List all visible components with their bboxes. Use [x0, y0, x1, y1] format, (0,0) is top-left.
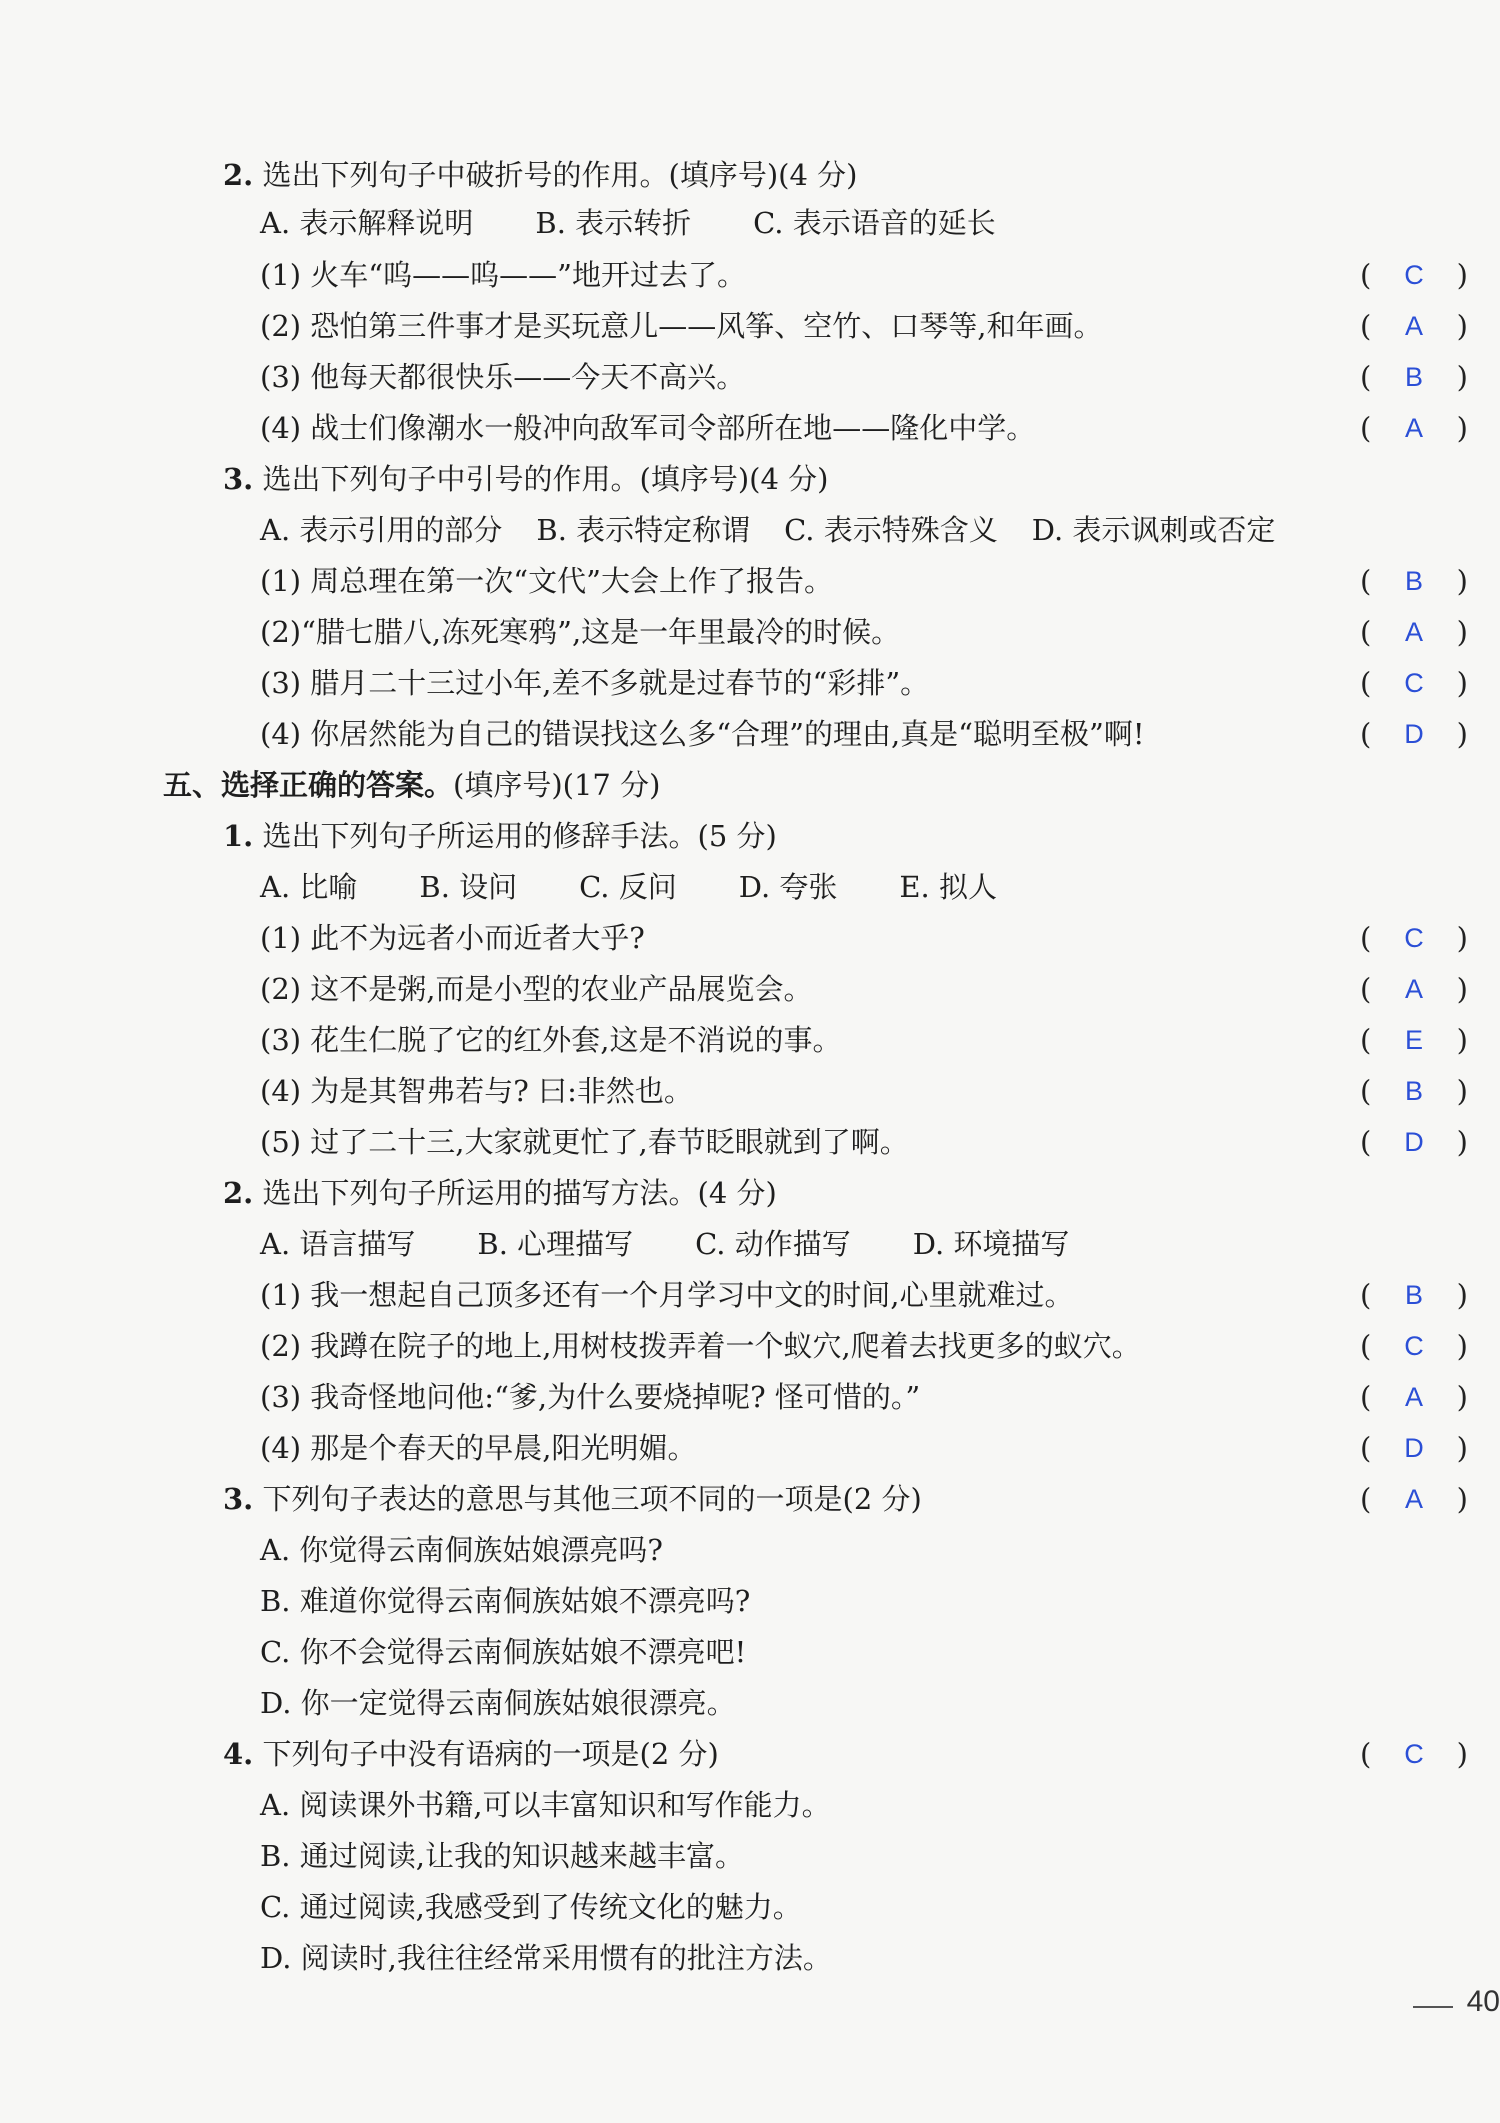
page-number-dash	[1413, 2006, 1453, 2008]
s5-question-4-option: C. 通过阅读,我感受到了传统文化的魅力。	[260, 1890, 802, 1924]
s5-question-3-option: A. 你觉得云南侗族姑娘漂亮吗?	[260, 1533, 663, 1567]
answer-bracket: ( D )	[1360, 1425, 1468, 1471]
answer-bracket: ( B )	[1360, 558, 1468, 604]
answer-letter: C	[1404, 923, 1424, 953]
s5-question-4-title: 4. 下列句子中没有语病的一项是(2 分)	[223, 1737, 719, 1771]
answer-bracket: ( A )	[1360, 1476, 1468, 1522]
s5-question-1-options: A. 比喻 B. 设问 C. 反问 D. 夸张 E. 拟人	[260, 870, 997, 904]
answer-bracket: ( E )	[1360, 1017, 1468, 1063]
answer-letter: C	[1404, 260, 1424, 290]
answer-letter: E	[1404, 1025, 1423, 1055]
answer-bracket: ( A )	[1360, 966, 1468, 1012]
s5-question-2-item: (4) 那是个春天的早晨,阳光明媚。	[260, 1431, 697, 1465]
answer-letter: C	[1404, 1739, 1424, 1769]
s5-question-4-option: D. 阅读时,我往往经常采用惯有的批注方法。	[260, 1941, 832, 1975]
s5-question-1-item: (3) 花生仁脱了它的红外套,这是不消说的事。	[260, 1023, 842, 1057]
question-3-options: A. 表示引用的部分 B. 表示特定称谓 C. 表示特殊含义 D. 表示讽刺或否定	[260, 513, 1276, 547]
answer-bracket: ( B )	[1360, 354, 1468, 400]
s5-question-1-item: (1) 此不为远者小而近者大乎?	[260, 921, 645, 955]
answer-letter: D	[1404, 1433, 1424, 1463]
question-2-item: (4) 战士们像潮水一般冲向敌军司令部所在地——隆化中学。	[260, 411, 1036, 445]
s5-question-2-item: (1) 我一想起自己顶多还有一个月学习中文的时间,心里就难过。	[260, 1278, 1074, 1312]
s5-question-4-option: A. 阅读课外书籍,可以丰富知识和写作能力。	[260, 1788, 831, 1822]
question-3-title: 3. 选出下列句子中引号的作用。(填序号)(4 分)	[223, 462, 829, 496]
s5-question-3-option: B. 难道你觉得云南侗族姑娘不漂亮吗?	[260, 1584, 751, 1618]
answer-bracket: ( A )	[1360, 303, 1468, 349]
question-3-item: (2)“腊七腊八,冻死寒鸦”,这是一年里最冷的时候。	[260, 615, 901, 649]
s5-question-1-title: 1. 选出下列句子所运用的修辞手法。(5 分)	[223, 819, 777, 853]
s5-question-2-options: A. 语言描写 B. 心理描写 C. 动作描写 D. 环境描写	[260, 1227, 1070, 1261]
answer-letter: B	[1404, 362, 1423, 392]
answer-letter: C	[1404, 668, 1424, 698]
answer-letter: D	[1404, 1127, 1424, 1157]
answer-bracket: ( C )	[1360, 660, 1468, 706]
question-2-item: (2) 恐怕第三件事才是买玩意儿——风筝、空竹、口琴等,和年画。	[260, 309, 1103, 343]
s5-question-3-option: C. 你不会觉得云南侗族姑娘不漂亮吧!	[260, 1635, 747, 1669]
s5-question-1-item: (2) 这不是粥,而是小型的农业产品展览会。	[260, 972, 813, 1006]
s5-question-1-item: (5) 过了二十三,大家就更忙了,春节眨眼就到了啊。	[260, 1125, 909, 1159]
answer-letter: A	[1404, 617, 1423, 647]
question-3-item: (1) 周总理在第一次“文代”大会上作了报告。	[260, 564, 833, 598]
answer-bracket: ( B )	[1360, 1068, 1468, 1114]
answer-bracket: ( D )	[1360, 1119, 1468, 1165]
answer-letter: C	[1404, 1331, 1424, 1361]
s5-question-2-item: (3) 我奇怪地问他:“爹,为什么要烧掉呢? 怪可惜的。”	[260, 1380, 921, 1414]
section-5-heading: 五、选择正确的答案。(填序号)(17 分)	[163, 768, 661, 802]
answer-bracket: ( C )	[1360, 915, 1468, 961]
answer-letter: A	[1404, 1382, 1423, 1412]
question-2-item: (1) 火车“呜——呜——”地开过去了。	[260, 258, 746, 292]
s5-question-1-item: (4) 为是其智弗若与? 曰:非然也。	[260, 1074, 693, 1108]
s5-question-2-title: 2. 选出下列句子所运用的描写方法。(4 分)	[223, 1176, 777, 1210]
question-3-item: (3) 腊月二十三过小年,差不多就是过春节的“彩排”。	[260, 666, 930, 700]
question-3-item: (4) 你居然能为自己的错误找这么多“合理”的理由,真是“聪明至极”啊!	[260, 717, 1145, 751]
answer-letter: D	[1404, 719, 1424, 749]
s5-question-4-option: B. 通过阅读,让我的知识越来越丰富。	[260, 1839, 744, 1873]
answer-bracket: ( A )	[1360, 609, 1468, 655]
answer-bracket: ( A )	[1360, 1374, 1468, 1420]
question-2-item: (3) 他每天都很快乐——今天不高兴。	[260, 360, 746, 394]
question-2-options: A. 表示解释说明 B. 表示转折 C. 表示语音的延长	[260, 206, 996, 240]
answer-bracket: ( A )	[1360, 405, 1468, 451]
answer-bracket: ( B )	[1360, 1272, 1468, 1318]
answer-bracket: ( C )	[1360, 252, 1468, 298]
s5-question-3-option: D. 你一定觉得云南侗族姑娘很漂亮。	[260, 1686, 736, 1720]
answer-bracket: ( D )	[1360, 711, 1468, 757]
answer-letter: B	[1404, 1076, 1423, 1106]
answer-letter: A	[1404, 974, 1423, 1004]
answer-letter: A	[1404, 1484, 1423, 1514]
page-number: 40	[1466, 1985, 1500, 2018]
answer-bracket: ( C )	[1360, 1323, 1468, 1369]
question-2-title: 2. 选出下列句子中破折号的作用。(填序号)(4 分)	[223, 158, 858, 192]
s5-question-3-title: 3. 下列句子表达的意思与其他三项不同的一项是(2 分)	[223, 1482, 922, 1516]
answer-letter: A	[1404, 413, 1423, 443]
answer-letter: A	[1404, 311, 1423, 341]
answer-bracket: ( C )	[1360, 1731, 1468, 1777]
answer-letter: B	[1404, 566, 1423, 596]
answer-letter: B	[1404, 1280, 1423, 1310]
s5-question-2-item: (2) 我蹲在院子的地上,用树枝拨弄着一个蚁穴,爬着去找更多的蚁穴。	[260, 1329, 1141, 1363]
